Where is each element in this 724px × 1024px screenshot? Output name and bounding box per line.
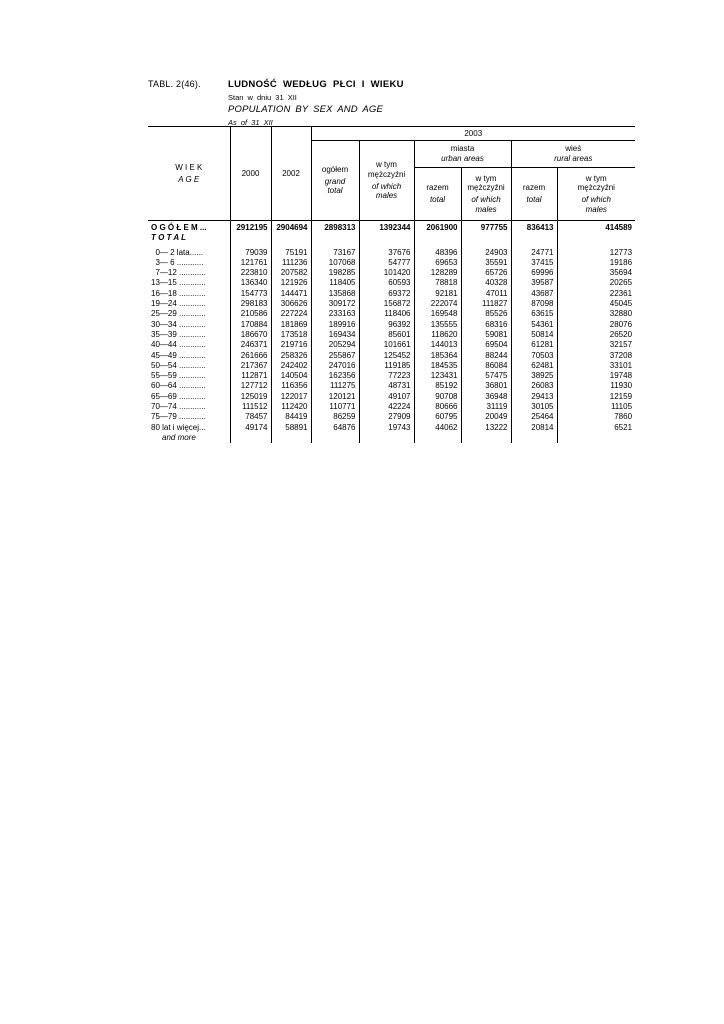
- population-table: [148, 126, 635, 443]
- males-label-en: of which males: [371, 181, 402, 201]
- title-english: POPULATION BY SEX AND AGE: [228, 104, 384, 115]
- value-cell: 111827: [461, 299, 511, 309]
- value-cell: 78818: [414, 278, 461, 288]
- value-cell: 156872: [359, 299, 414, 309]
- value-cell: 35591: [461, 258, 511, 268]
- value-cell: 112420: [271, 402, 311, 412]
- age-label: 13—15 ............: [151, 278, 206, 288]
- value-cell: 246371: [230, 340, 271, 350]
- value-cell: 125019: [230, 392, 271, 402]
- value-cell: 185364: [414, 351, 461, 361]
- value-cell: 85192: [414, 381, 461, 391]
- value-cell: 247016: [311, 361, 359, 371]
- value-cell: 233163: [311, 309, 359, 319]
- age-row: [148, 268, 635, 278]
- value-cell: 50814: [511, 330, 557, 340]
- age-row: [148, 320, 635, 330]
- value-cell: 111275: [311, 381, 359, 391]
- age-label-secondary: and more: [162, 432, 196, 442]
- value-cell: 92181: [414, 289, 461, 299]
- value-cell: 49107: [359, 392, 414, 402]
- rural-label-en: rural areas: [554, 154, 593, 163]
- value-cell: 31119: [461, 402, 511, 412]
- value-cell: 84419: [271, 412, 311, 422]
- value-cell: 6521: [557, 423, 635, 444]
- value-cell: 255867: [311, 351, 359, 361]
- age-label-cell: [148, 289, 230, 299]
- value-cell: 298183: [230, 299, 271, 309]
- value-cell: 111512: [230, 402, 271, 412]
- value-cell: 123431: [414, 371, 461, 381]
- value-cell: 101420: [359, 268, 414, 278]
- value-cell: 7860: [557, 412, 635, 422]
- value-cell: 309172: [311, 299, 359, 309]
- value-cell: 28076: [557, 320, 635, 330]
- age-label: 75—79 ............: [151, 412, 206, 422]
- value-cell: 86084: [461, 361, 511, 371]
- value-cell: 127712: [230, 381, 271, 391]
- col-header-age: [148, 127, 230, 221]
- age-row: [148, 412, 635, 422]
- value-cell: 69372: [359, 289, 414, 299]
- value-cell: 80666: [414, 402, 461, 412]
- value-cell: 19186: [557, 258, 635, 268]
- value-cell: 27909: [359, 412, 414, 422]
- value-cell: 11930: [557, 381, 635, 391]
- value-cell: 20265: [557, 278, 635, 288]
- age-label-cell: [148, 392, 230, 402]
- value-cell: 43687: [511, 289, 557, 299]
- value-cell: 37676: [359, 248, 414, 258]
- value-cell: 57475: [461, 371, 511, 381]
- value-cell: 306626: [271, 299, 311, 309]
- value-cell: 49174: [230, 423, 271, 444]
- value-cell: 19748: [557, 371, 635, 381]
- value-cell: 70503: [511, 351, 557, 361]
- value-cell: 58891: [271, 423, 311, 444]
- value-cell: 210586: [230, 309, 271, 319]
- value-cell: 184535: [414, 361, 461, 371]
- value-cell: 87098: [511, 299, 557, 309]
- value-cell: 181869: [271, 320, 311, 330]
- value-cell: 110771: [311, 402, 359, 412]
- age-label-cell: [148, 221, 230, 248]
- age-label-cell: [148, 299, 230, 309]
- value-cell: 32157: [557, 340, 635, 350]
- age-label: O G Ó Ł E M ...: [151, 223, 207, 232]
- value-cell: 20049: [461, 412, 511, 422]
- value-cell: 116356: [271, 381, 311, 391]
- value-cell: 111236: [271, 258, 311, 268]
- titles: [228, 79, 404, 127]
- age-label-cell: [148, 381, 230, 391]
- age-row: [148, 351, 635, 361]
- value-cell: 54361: [511, 320, 557, 330]
- col-header-rural-males: [557, 168, 635, 221]
- subtitle-english: As of 31 XII: [228, 117, 273, 127]
- value-cell: 86259: [311, 412, 359, 422]
- age-row: [148, 299, 635, 309]
- age-row: [148, 361, 635, 371]
- age-label: 30—34 ............: [151, 319, 206, 329]
- age-label: 80 lat i więcej...: [151, 422, 206, 432]
- urban-males-label-pl: w tym mężczyźni: [467, 173, 505, 193]
- table-number: TABL. 2(46).: [148, 79, 201, 89]
- urban-label-pl: miasta: [450, 144, 475, 154]
- age-row: [148, 248, 635, 258]
- col-header-grand-total: [311, 141, 359, 221]
- value-cell: 62481: [511, 361, 557, 371]
- age-row: [148, 278, 635, 288]
- value-cell: 227224: [271, 309, 311, 319]
- value-cell: 32880: [557, 309, 635, 319]
- value-cell: 121926: [271, 278, 311, 288]
- value-cell: 40328: [461, 278, 511, 288]
- col-header-2000: [230, 127, 271, 221]
- value-cell: 162356: [311, 371, 359, 381]
- age-header-en: A G E: [178, 174, 200, 184]
- value-cell: 836413: [511, 221, 557, 248]
- value-cell: 169548: [414, 309, 461, 319]
- value-cell: 20814: [511, 423, 557, 444]
- value-cell: 173518: [271, 330, 311, 340]
- value-cell: 121761: [230, 258, 271, 268]
- urban-total-label-pl: razem: [426, 183, 449, 193]
- age-row: [148, 402, 635, 412]
- value-cell: 205294: [311, 340, 359, 350]
- age-label: 0— 2 lata......: [151, 247, 204, 257]
- value-cell: 75191: [271, 248, 311, 258]
- age-label: 60—64 ............: [151, 381, 206, 391]
- age-label-cell: [148, 248, 230, 258]
- value-cell: 217367: [230, 361, 271, 371]
- value-cell: 59081: [461, 330, 511, 340]
- col-group-urban: [414, 141, 511, 168]
- title-polish: LUDNOŚĆ WEDŁUG PŁCI I WIEKU: [228, 79, 404, 90]
- value-cell: 1392344: [359, 221, 414, 248]
- age-row: [148, 381, 635, 391]
- value-cell: 170884: [230, 320, 271, 330]
- age-row: [148, 423, 635, 444]
- col-header-2002: [271, 127, 311, 221]
- value-cell: 2898313: [311, 221, 359, 248]
- value-cell: 33101: [557, 361, 635, 371]
- total-row: [148, 221, 635, 248]
- value-cell: 118620: [414, 330, 461, 340]
- age-label: 40—44 ............: [151, 340, 206, 350]
- value-cell: 44062: [414, 423, 461, 444]
- rural-total-label-en: total: [526, 195, 542, 204]
- header-row-years: [148, 127, 635, 141]
- value-cell: 242402: [271, 361, 311, 371]
- age-row: [148, 258, 635, 268]
- value-cell: 73167: [311, 248, 359, 258]
- value-cell: 119185: [359, 361, 414, 371]
- value-cell: 977755: [461, 221, 511, 248]
- value-cell: 101661: [359, 340, 414, 350]
- age-label: 16—18 ............: [151, 288, 206, 298]
- value-cell: 128289: [414, 268, 461, 278]
- age-label-cell: [148, 340, 230, 350]
- age-row: [148, 392, 635, 402]
- value-cell: 60593: [359, 278, 414, 288]
- value-cell: 222074: [414, 299, 461, 309]
- value-cell: 189916: [311, 320, 359, 330]
- value-cell: 26083: [511, 381, 557, 391]
- value-cell: 154773: [230, 289, 271, 299]
- table-body: [148, 221, 635, 444]
- age-row: [148, 340, 635, 350]
- value-cell: 135555: [414, 320, 461, 330]
- table-header: [148, 127, 635, 221]
- value-cell: 69504: [461, 340, 511, 350]
- value-cell: 42224: [359, 402, 414, 412]
- age-label: 3— 6 ............: [151, 257, 204, 267]
- value-cell: 125452: [359, 351, 414, 361]
- age-label-cell: [148, 361, 230, 371]
- age-row: [148, 330, 635, 340]
- value-cell: 64876: [311, 423, 359, 444]
- urban-total-label-en: total: [429, 195, 446, 204]
- value-cell: 198285: [311, 268, 359, 278]
- value-cell: 77223: [359, 371, 414, 381]
- males-label-pl: w tym mężczyźni: [367, 160, 406, 179]
- age-row: [148, 371, 635, 381]
- value-cell: 2061900: [414, 221, 461, 248]
- age-label-cell: [148, 320, 230, 330]
- col-header-urban-males: [461, 168, 511, 221]
- age-label: 45—49 ............: [151, 350, 206, 360]
- value-cell: 88244: [461, 351, 511, 361]
- year-2002-label: 2002: [282, 168, 300, 178]
- value-cell: 107068: [311, 258, 359, 268]
- value-cell: 12773: [557, 248, 635, 258]
- value-cell: 144013: [414, 340, 461, 350]
- age-label-cell: [148, 351, 230, 361]
- value-cell: 96392: [359, 320, 414, 330]
- value-cell: 47011: [461, 289, 511, 299]
- value-cell: 85601: [359, 330, 414, 340]
- value-cell: 38925: [511, 371, 557, 381]
- rural-males-label-en: of which males: [581, 195, 611, 214]
- age-label: 19—24 ............: [151, 299, 206, 309]
- age-label: 50—54 ............: [151, 360, 206, 370]
- value-cell: 207582: [271, 268, 311, 278]
- value-cell: 12159: [557, 392, 635, 402]
- value-cell: 60795: [414, 412, 461, 422]
- value-cell: 136340: [230, 278, 271, 288]
- age-label: 25—29 ............: [151, 309, 206, 319]
- value-cell: 36948: [461, 392, 511, 402]
- value-cell: 13222: [461, 423, 511, 444]
- age-label-cell: [148, 258, 230, 268]
- value-cell: 78457: [230, 412, 271, 422]
- age-label-secondary: T O T A L: [151, 233, 186, 243]
- value-cell: 135868: [311, 289, 359, 299]
- value-cell: 45045: [557, 299, 635, 309]
- value-cell: 11105: [557, 402, 635, 412]
- age-label-cell: [148, 309, 230, 319]
- value-cell: 35694: [557, 268, 635, 278]
- urban-label-en: urban areas: [441, 154, 484, 163]
- value-cell: 30105: [511, 402, 557, 412]
- age-label-cell: [148, 423, 230, 444]
- value-cell: 54777: [359, 258, 414, 268]
- rural-total-label-pl: razem: [522, 183, 546, 193]
- value-cell: 65726: [461, 268, 511, 278]
- title-block: [148, 79, 404, 127]
- value-cell: 26520: [557, 330, 635, 340]
- value-cell: 39587: [511, 278, 557, 288]
- value-cell: 85526: [461, 309, 511, 319]
- age-label-cell: [148, 412, 230, 422]
- value-cell: 414589: [557, 221, 635, 248]
- value-cell: 22361: [557, 289, 635, 299]
- age-label: 35—39 ............: [151, 329, 206, 339]
- age-label: 55—59 ............: [151, 371, 206, 381]
- grand-total-label-en: grand total: [324, 176, 346, 196]
- year-2003-label: 2003: [464, 128, 483, 138]
- value-cell: 79039: [230, 248, 271, 258]
- value-cell: 140504: [271, 371, 311, 381]
- value-cell: 24771: [511, 248, 557, 258]
- value-cell: 36801: [461, 381, 511, 391]
- value-cell: 118406: [359, 309, 414, 319]
- value-cell: 122017: [271, 392, 311, 402]
- rural-males-label-pl: w tym mężczyźni: [577, 173, 615, 193]
- value-cell: 169434: [311, 330, 359, 340]
- value-cell: 258326: [271, 351, 311, 361]
- age-label: 70—74 ............: [151, 402, 206, 412]
- value-cell: 29413: [511, 392, 557, 402]
- value-cell: 261666: [230, 351, 271, 361]
- subtitle-polish: Stan w dniu 31 XII: [228, 92, 297, 102]
- grand-total-label-pl: ogółem: [321, 165, 349, 175]
- age-label-cell: [148, 268, 230, 278]
- value-cell: 37208: [557, 351, 635, 361]
- value-cell: 2912195: [230, 221, 271, 248]
- age-row: [148, 309, 635, 319]
- value-cell: 144471: [271, 289, 311, 299]
- value-cell: 223810: [230, 268, 271, 278]
- age-label-cell: [148, 278, 230, 288]
- age-label-cell: [148, 330, 230, 340]
- value-cell: 68316: [461, 320, 511, 330]
- value-cell: 37415: [511, 258, 557, 268]
- value-cell: 19743: [359, 423, 414, 444]
- year-2000-label: 2000: [241, 168, 260, 178]
- value-cell: 112871: [230, 371, 271, 381]
- age-label: 65—69 ............: [151, 391, 206, 401]
- value-cell: 69996: [511, 268, 557, 278]
- age-label: 7—12 ............: [151, 268, 206, 278]
- value-cell: 2904694: [271, 221, 311, 248]
- col-group-rural: [511, 141, 635, 168]
- value-cell: 24903: [461, 248, 511, 258]
- col-header-rural-total: [511, 168, 557, 221]
- age-label-cell: [148, 402, 230, 412]
- value-cell: 118405: [311, 278, 359, 288]
- value-cell: 25464: [511, 412, 557, 422]
- rural-label-pl: wieś: [565, 144, 582, 154]
- urban-males-label-en: of which males: [471, 195, 501, 214]
- value-cell: 61281: [511, 340, 557, 350]
- value-cell: 120121: [311, 392, 359, 402]
- age-row: [148, 289, 635, 299]
- col-group-2003: [311, 127, 635, 141]
- col-header-males-2003: [359, 141, 414, 221]
- value-cell: 48396: [414, 248, 461, 258]
- col-header-urban-total: [414, 168, 461, 221]
- value-cell: 219716: [271, 340, 311, 350]
- value-cell: 63615: [511, 309, 557, 319]
- value-cell: 48731: [359, 381, 414, 391]
- value-cell: 186670: [230, 330, 271, 340]
- age-header-pl: W I E K: [175, 162, 203, 172]
- value-cell: 90708: [414, 392, 461, 402]
- age-label-cell: [148, 371, 230, 381]
- value-cell: 69653: [414, 258, 461, 268]
